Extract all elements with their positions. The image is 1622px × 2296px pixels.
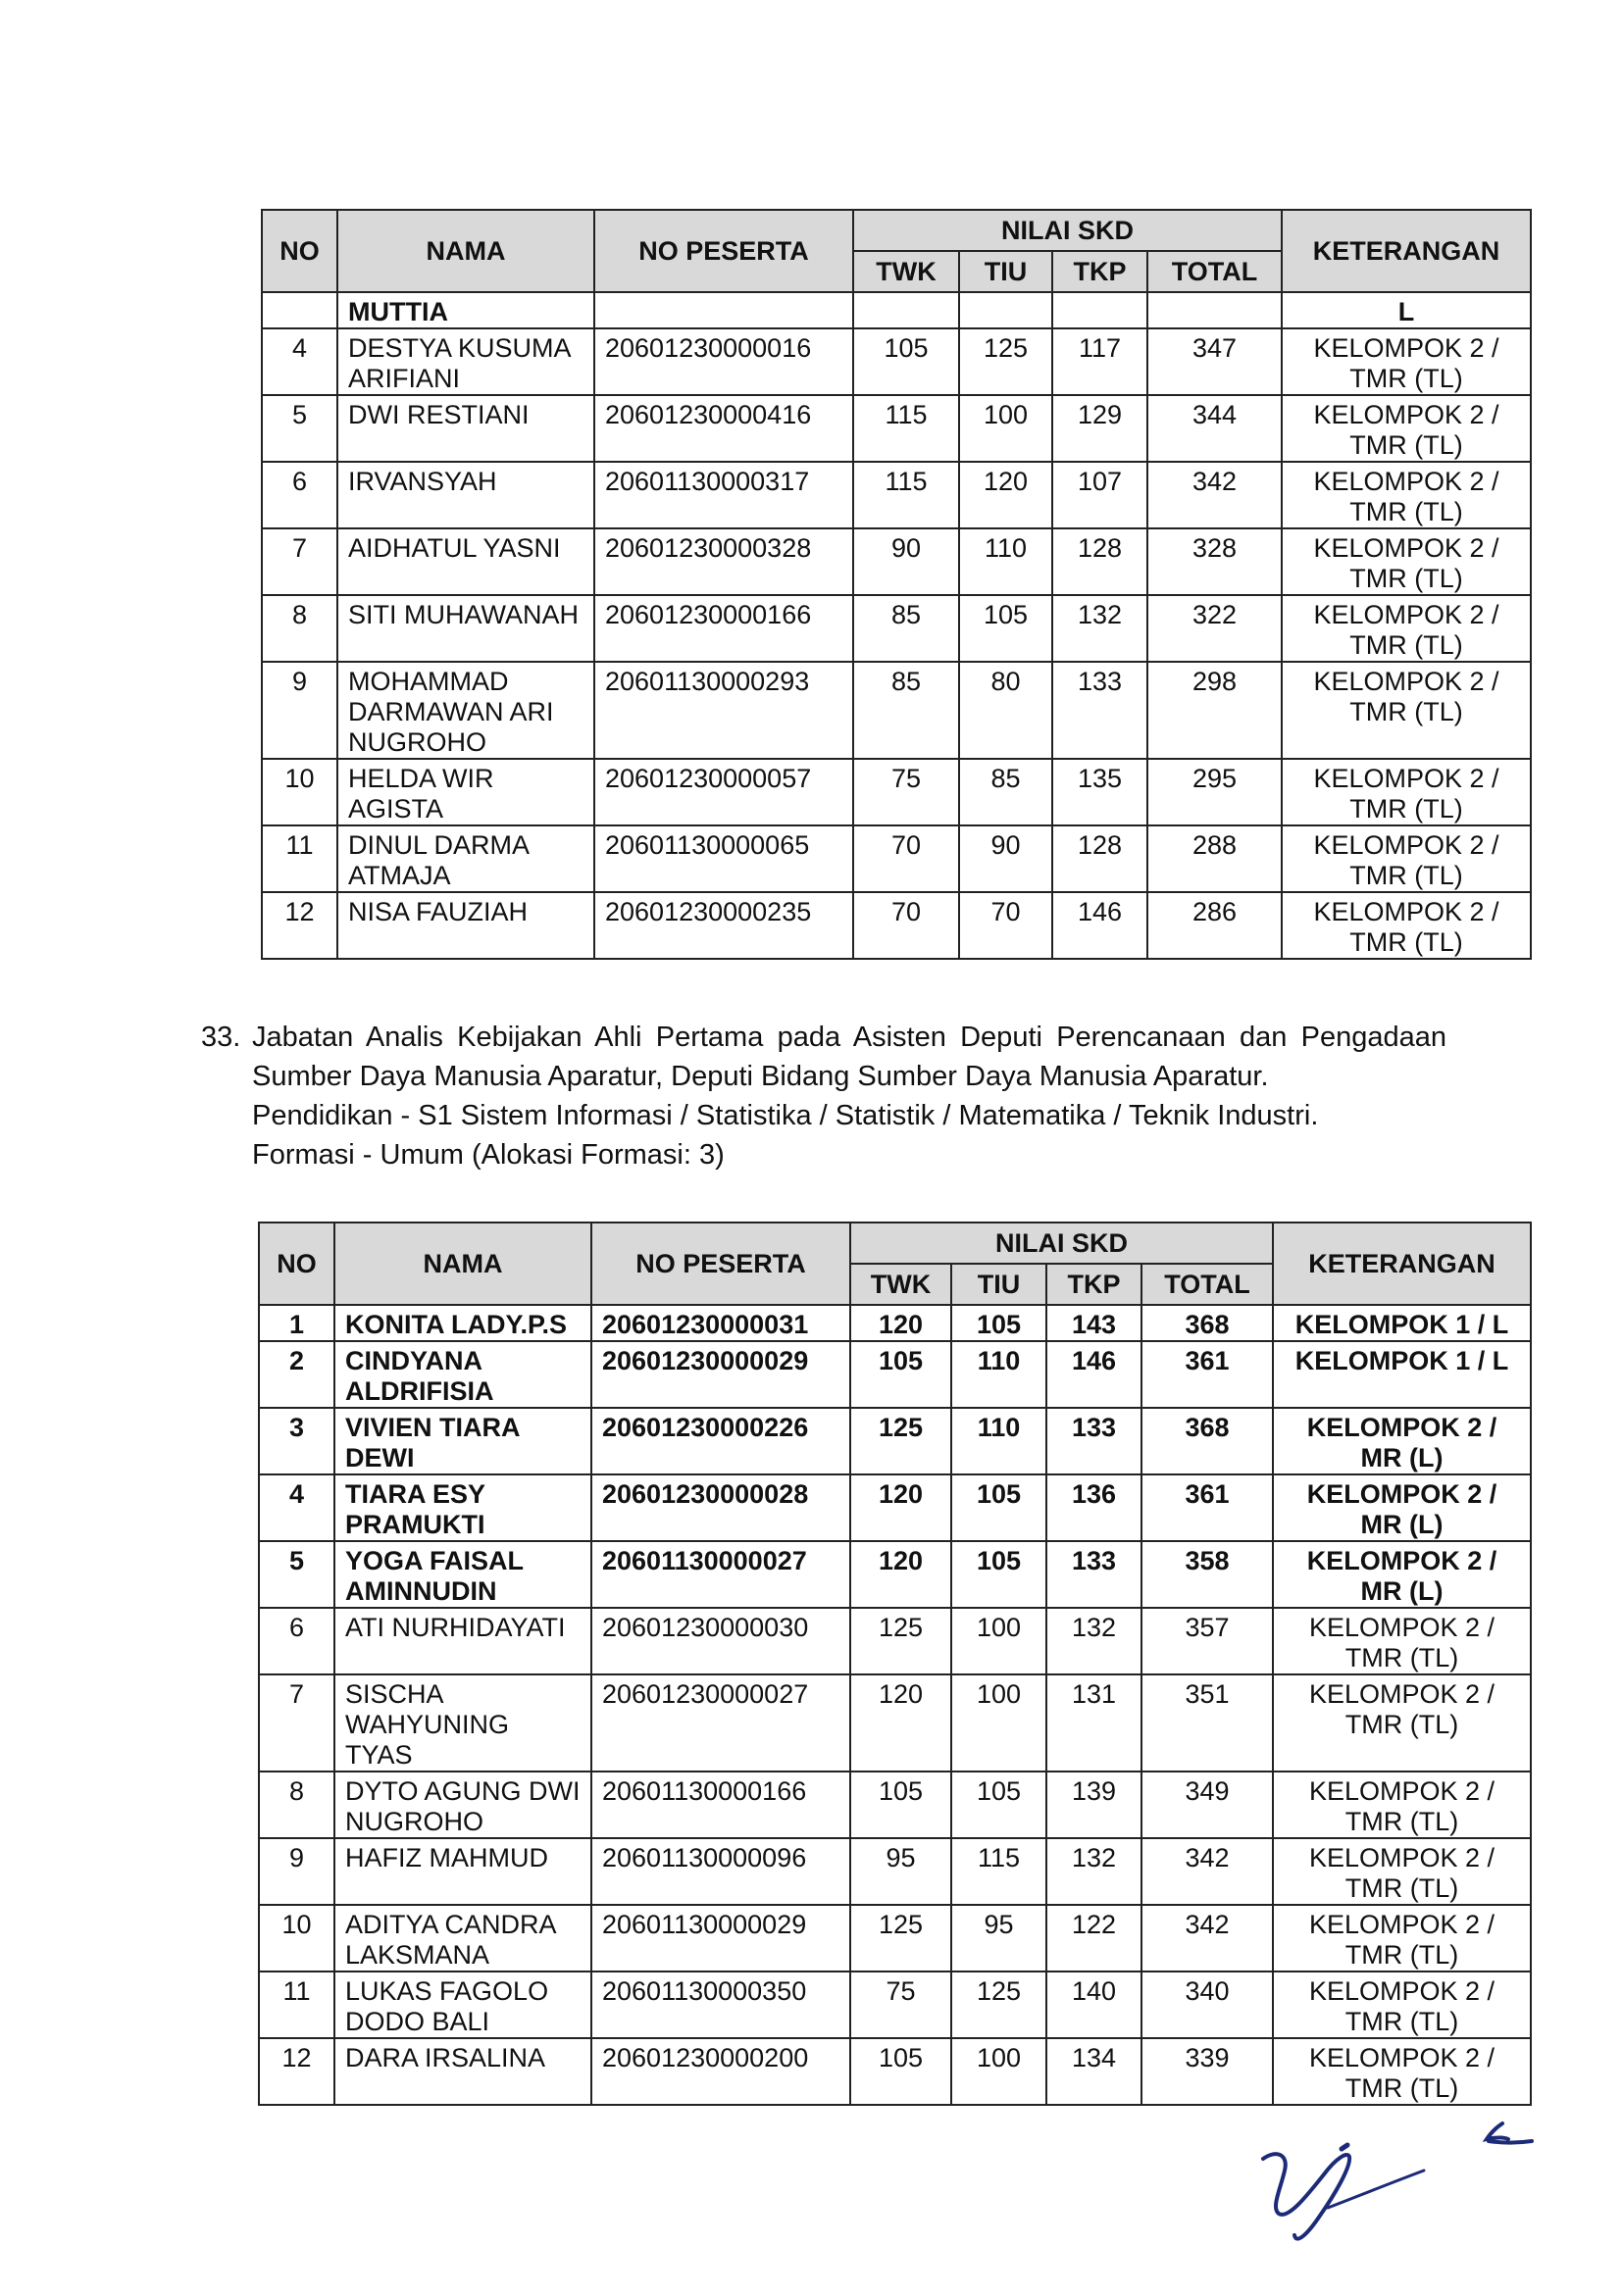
table-row — [259, 1341, 1531, 1408]
cell-nama: SISCHA WAHYUNING TYAS — [334, 1674, 591, 1772]
section-formasi: Formasi - Umum (Alokasi Formasi: 3) — [252, 1139, 725, 1171]
table-row — [262, 595, 1531, 662]
cell-no — [262, 292, 337, 328]
header-no-peserta: NO PESERTA — [591, 1223, 850, 1305]
cell-total — [1147, 292, 1282, 328]
cell-twk: 90 — [853, 528, 959, 595]
cell-no-peserta: 20601230000416 — [594, 395, 853, 462]
cell-total: 361 — [1141, 1474, 1273, 1541]
cell-keterangan: KELOMPOK 1 / L — [1273, 1341, 1531, 1408]
cell-tkp: 136 — [1046, 1474, 1141, 1541]
cell-no-peserta: 20601230000328 — [594, 528, 853, 595]
header-nilai-skd: NILAI SKD — [850, 1223, 1273, 1264]
header-tkp: TKP — [1046, 1264, 1141, 1305]
cell-nama: DARA IRSALINA — [334, 2038, 591, 2105]
table-row — [259, 1474, 1531, 1541]
table-row — [259, 2038, 1531, 2105]
cell-keterangan: KELOMPOK 2 / TMR (TL) — [1273, 1972, 1531, 2038]
cell-keterangan: KELOMPOK 2 / MR (L) — [1273, 1541, 1531, 1608]
cell-no: 11 — [259, 1972, 334, 2038]
header-twk: TWK — [850, 1264, 951, 1305]
cell-keterangan: KELOMPOK 2 / TMR (TL) — [1282, 462, 1531, 528]
cell-total: 368 — [1141, 1408, 1273, 1474]
cell-keterangan: KELOMPOK 2 / TMR (TL) — [1282, 892, 1531, 959]
cell-tiu: 85 — [959, 759, 1052, 825]
cell-keterangan: KELOMPOK 2 / TMR (TL) — [1282, 528, 1531, 595]
cell-no-peserta: 20601230000027 — [591, 1674, 850, 1772]
cell-tiu: 110 — [951, 1408, 1046, 1474]
cell-tiu: 95 — [951, 1905, 1046, 1972]
table-row — [259, 1905, 1531, 1972]
cell-total: 328 — [1147, 528, 1282, 595]
cell-total: 339 — [1141, 2038, 1273, 2105]
cell-no: 4 — [262, 328, 337, 395]
cell-nama: IRVANSYAH — [337, 462, 594, 528]
cell-keterangan: KELOMPOK 2 / TMR (TL) — [1282, 662, 1531, 759]
cell-keterangan: KELOMPOK 1 / L — [1273, 1305, 1531, 1341]
cell-total: 349 — [1141, 1772, 1273, 1838]
cell-tkp: 131 — [1046, 1674, 1141, 1772]
cell-total: 286 — [1147, 892, 1282, 959]
table-row — [259, 1772, 1531, 1838]
cell-twk: 105 — [850, 1772, 951, 1838]
cell-keterangan: KELOMPOK 2 / TMR (TL) — [1282, 328, 1531, 395]
cell-tkp: 122 — [1046, 1905, 1141, 1972]
cell-tiu: 70 — [959, 892, 1052, 959]
header-total: TOTAL — [1141, 1264, 1273, 1305]
table-row — [262, 825, 1531, 892]
cell-tkp: 129 — [1052, 395, 1147, 462]
handwritten-signature — [1226, 2098, 1549, 2245]
cell-no: 6 — [259, 1608, 334, 1674]
cell-no-peserta: 20601130000166 — [591, 1772, 850, 1838]
cell-twk: 105 — [850, 1341, 951, 1408]
cell-tiu: 115 — [951, 1838, 1046, 1905]
cell-twk: 115 — [853, 395, 959, 462]
table-row — [259, 1674, 1531, 1772]
cell-tiu: 105 — [959, 595, 1052, 662]
cell-twk: 115 — [853, 462, 959, 528]
cell-total: 342 — [1141, 1838, 1273, 1905]
cell-no: 8 — [262, 595, 337, 662]
cell-tiu: 125 — [951, 1972, 1046, 2038]
cell-tiu: 100 — [959, 395, 1052, 462]
cell-tkp: 143 — [1046, 1305, 1141, 1341]
table-row — [262, 292, 1531, 328]
cell-no: 3 — [259, 1408, 334, 1474]
cell-nama: AIDHATUL YASNI — [337, 528, 594, 595]
cell-total: 357 — [1141, 1608, 1273, 1674]
cell-nama: DYTO AGUNG DWI NUGROHO — [334, 1772, 591, 1838]
header-keterangan: KETERANGAN — [1273, 1223, 1531, 1305]
cell-no-peserta: 20601230000031 — [591, 1305, 850, 1341]
cell-tkp — [1052, 292, 1147, 328]
cell-twk: 120 — [850, 1305, 951, 1341]
cell-twk: 70 — [853, 892, 959, 959]
cell-keterangan: KELOMPOK 2 / TMR (TL) — [1282, 825, 1531, 892]
cell-total: 368 — [1141, 1305, 1273, 1341]
header-no-peserta: NO PESERTA — [594, 210, 853, 292]
cell-tkp: 132 — [1046, 1608, 1141, 1674]
cell-total: 322 — [1147, 595, 1282, 662]
cell-tiu: 110 — [959, 528, 1052, 595]
cell-tkp: 133 — [1046, 1541, 1141, 1608]
table-row — [259, 1972, 1531, 2038]
table-row — [262, 395, 1531, 462]
cell-nama: DESTYA KUSUMA ARIFIANI — [337, 328, 594, 395]
cell-keterangan: KELOMPOK 2 / MR (L) — [1273, 1474, 1531, 1541]
cell-no: 9 — [259, 1838, 334, 1905]
header-twk: TWK — [853, 251, 959, 292]
cell-twk: 120 — [850, 1541, 951, 1608]
cell-total: 342 — [1141, 1905, 1273, 1972]
cell-tkp: 146 — [1052, 892, 1147, 959]
cell-keterangan: KELOMPOK 2 / TMR (TL) — [1273, 1674, 1531, 1772]
cell-nama: YOGA FAISAL AMINNUDIN — [334, 1541, 591, 1608]
cell-total: 351 — [1141, 1674, 1273, 1772]
cell-keterangan: KELOMPOK 2 / TMR (TL) — [1282, 595, 1531, 662]
table-row — [259, 1305, 1531, 1341]
table-row — [262, 892, 1531, 959]
header-keterangan: KETERANGAN — [1282, 210, 1531, 292]
cell-total: 340 — [1141, 1972, 1273, 2038]
header-tkp: TKP — [1052, 251, 1147, 292]
cell-tiu: 80 — [959, 662, 1052, 759]
cell-keterangan: KELOMPOK 2 / MR (L) — [1273, 1408, 1531, 1474]
cell-tkp: 140 — [1046, 1972, 1141, 2038]
cell-keterangan: KELOMPOK 2 / TMR (TL) — [1273, 1905, 1531, 1972]
cell-tkp: 128 — [1052, 825, 1147, 892]
cell-total: 361 — [1141, 1341, 1273, 1408]
cell-tiu: 100 — [951, 1674, 1046, 1772]
cell-total: 358 — [1141, 1541, 1273, 1608]
cell-no-peserta: 20601230000235 — [594, 892, 853, 959]
cell-nama: NISA FAUZIAH — [337, 892, 594, 959]
cell-no-peserta: 20601230000226 — [591, 1408, 850, 1474]
table-row — [262, 528, 1531, 595]
cell-tiu: 110 — [951, 1341, 1046, 1408]
cell-tkp: 132 — [1052, 595, 1147, 662]
cell-no-peserta: 20601230000166 — [594, 595, 853, 662]
results-table-section-33 — [258, 1222, 1532, 2106]
cell-no: 2 — [259, 1341, 334, 1408]
cell-nama: DINUL DARMA ATMAJA — [337, 825, 594, 892]
cell-twk: 85 — [853, 595, 959, 662]
cell-no: 10 — [259, 1905, 334, 1972]
cell-nama: MOHAMMAD DARMAWAN ARI NUGROHO — [337, 662, 594, 759]
cell-no-peserta: 20601230000016 — [594, 328, 853, 395]
cell-twk: 120 — [850, 1474, 951, 1541]
cell-no: 5 — [259, 1541, 334, 1608]
cell-keterangan: KELOMPOK 2 / TMR (TL) — [1273, 1608, 1531, 1674]
results-table-continued — [261, 209, 1532, 960]
header-tiu: TIU — [951, 1264, 1046, 1305]
cell-keterangan: KELOMPOK 2 / TMR (TL) — [1282, 395, 1531, 462]
cell-nama: MUTTIA — [337, 292, 594, 328]
cell-tkp: 132 — [1046, 1838, 1141, 1905]
cell-twk: 125 — [850, 1905, 951, 1972]
cell-nama: KONITA LADY.P.S — [334, 1305, 591, 1341]
cell-tiu: 105 — [951, 1305, 1046, 1341]
cell-no-peserta: 20601130000027 — [591, 1541, 850, 1608]
cell-tkp: 146 — [1046, 1341, 1141, 1408]
cell-nama: DWI RESTIANI — [337, 395, 594, 462]
cell-tiu: 105 — [951, 1474, 1046, 1541]
cell-nama: HAFIZ MAHMUD — [334, 1838, 591, 1905]
cell-no-peserta: 20601230000028 — [591, 1474, 850, 1541]
cell-nama: VIVIEN TIARA DEWI — [334, 1408, 591, 1474]
cell-twk: 70 — [853, 825, 959, 892]
header-nilai-skd: NILAI SKD — [853, 210, 1282, 251]
cell-twk: 75 — [853, 759, 959, 825]
table-row — [262, 328, 1531, 395]
cell-nama: TIARA ESY PRAMUKTI — [334, 1474, 591, 1541]
cell-tiu: 90 — [959, 825, 1052, 892]
cell-no: 10 — [262, 759, 337, 825]
cell-no-peserta: 20601130000350 — [591, 1972, 850, 2038]
cell-tiu: 125 — [959, 328, 1052, 395]
header-tiu: TIU — [959, 251, 1052, 292]
cell-no-peserta: 20601130000065 — [594, 825, 853, 892]
cell-nama: ATI NURHIDAYATI — [334, 1608, 591, 1674]
cell-total: 295 — [1147, 759, 1282, 825]
section-33 — [201, 1018, 1446, 1174]
cell-no: 12 — [262, 892, 337, 959]
cell-nama: CINDYANA ALDRIFISIA — [334, 1341, 591, 1408]
cell-twk: 125 — [850, 1608, 951, 1674]
section-title: Jabatan Analis Kebijakan Ahli Pertama pada Asisten Deputi Perencanaan dan Pengadaan Sumber Daya Manusia Aparatur, Deputi Bidang Sumber Daya Manusia Aparatur. — [252, 1022, 1446, 1092]
cell-keterangan: KELOMPOK 2 / TMR (TL) — [1282, 759, 1531, 825]
cell-no: 7 — [262, 528, 337, 595]
cell-no: 11 — [262, 825, 337, 892]
table-row — [259, 1541, 1531, 1608]
cell-tkp: 139 — [1046, 1772, 1141, 1838]
header-nama: NAMA — [334, 1223, 591, 1305]
cell-twk: 125 — [850, 1408, 951, 1474]
cell-tkp: 133 — [1052, 662, 1147, 759]
cell-twk — [853, 292, 959, 328]
cell-no: 8 — [259, 1772, 334, 1838]
cell-nama: LUKAS FAGOLO DODO BALI — [334, 1972, 591, 2038]
cell-no-peserta: 20601230000200 — [591, 2038, 850, 2105]
cell-total: 344 — [1147, 395, 1282, 462]
cell-tkp: 117 — [1052, 328, 1147, 395]
cell-tkp: 107 — [1052, 462, 1147, 528]
cell-no-peserta: 20601130000029 — [591, 1905, 850, 1972]
cell-twk: 120 — [850, 1674, 951, 1772]
cell-no: 1 — [259, 1305, 334, 1341]
cell-tiu: 105 — [951, 1772, 1046, 1838]
cell-tkp: 135 — [1052, 759, 1147, 825]
cell-nama: ADITYA CANDRA LAKSMANA — [334, 1905, 591, 1972]
header-total: TOTAL — [1147, 251, 1282, 292]
cell-no-peserta: 20601230000030 — [591, 1608, 850, 1674]
cell-no-peserta — [594, 292, 853, 328]
cell-nama: SITI MUHAWANAH — [337, 595, 594, 662]
header-no: NO — [262, 210, 337, 292]
cell-no-peserta: 20601130000317 — [594, 462, 853, 528]
cell-twk: 85 — [853, 662, 959, 759]
table-row — [259, 1608, 1531, 1674]
table-row — [262, 759, 1531, 825]
cell-twk: 105 — [853, 328, 959, 395]
cell-no-peserta: 20601230000057 — [594, 759, 853, 825]
cell-total: 288 — [1147, 825, 1282, 892]
cell-no: 12 — [259, 2038, 334, 2105]
header-nama: NAMA — [337, 210, 594, 292]
cell-total: 342 — [1147, 462, 1282, 528]
cell-tiu: 100 — [951, 2038, 1046, 2105]
cell-keterangan: L — [1282, 292, 1531, 328]
cell-tkp: 128 — [1052, 528, 1147, 595]
cell-no-peserta: 20601130000096 — [591, 1838, 850, 1905]
cell-keterangan: KELOMPOK 2 / TMR (TL) — [1273, 1838, 1531, 1905]
cell-twk: 105 — [850, 2038, 951, 2105]
table-row — [262, 462, 1531, 528]
cell-no: 5 — [262, 395, 337, 462]
table-row — [259, 1838, 1531, 1905]
cell-no: 9 — [262, 662, 337, 759]
cell-keterangan: KELOMPOK 2 / TMR (TL) — [1273, 2038, 1531, 2105]
cell-no: 4 — [259, 1474, 334, 1541]
cell-no-peserta: 20601230000029 — [591, 1341, 850, 1408]
cell-nama: HELDA WIR AGISTA — [337, 759, 594, 825]
cell-tiu — [959, 292, 1052, 328]
cell-twk: 75 — [850, 1972, 951, 2038]
section-pendidikan: Pendidikan - S1 Sistem Informasi / Statistika / Statistik / Matematika / Teknik Industri. — [252, 1100, 1319, 1131]
table-row — [259, 1408, 1531, 1474]
cell-tiu: 120 — [959, 462, 1052, 528]
cell-total: 298 — [1147, 662, 1282, 759]
cell-no: 7 — [259, 1674, 334, 1772]
cell-tiu: 105 — [951, 1541, 1046, 1608]
table-row — [262, 662, 1531, 759]
cell-tkp: 134 — [1046, 2038, 1141, 2105]
cell-total: 347 — [1147, 328, 1282, 395]
cell-tkp: 133 — [1046, 1408, 1141, 1474]
cell-no-peserta: 20601130000293 — [594, 662, 853, 759]
cell-keterangan: KELOMPOK 2 / TMR (TL) — [1273, 1772, 1531, 1838]
cell-no: 6 — [262, 462, 337, 528]
section-number: 33. — [201, 1022, 241, 1053]
cell-tiu: 100 — [951, 1608, 1046, 1674]
header-no: NO — [259, 1223, 334, 1305]
cell-twk: 95 — [850, 1838, 951, 1905]
